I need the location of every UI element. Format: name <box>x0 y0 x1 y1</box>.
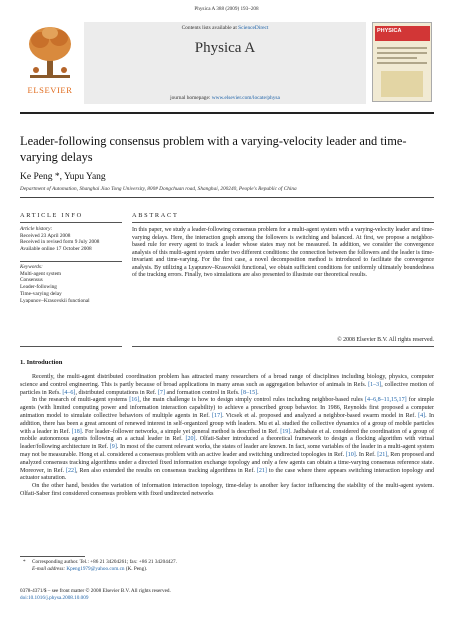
corresponding-author-footnote <box>20 559 434 572</box>
elsevier-logo <box>20 22 80 102</box>
paragraph <box>20 374 434 397</box>
email-suffix: (K. Peng). <box>124 565 148 572</box>
citation-link[interactable]: [21] <box>256 467 267 474</box>
body-text: , Ren also extended the results on consensus tracking algorithms in Ref. <box>76 467 257 474</box>
paragraph <box>20 397 434 483</box>
history-label: Article history: <box>20 226 53 232</box>
citation-link[interactable]: [16] <box>129 397 140 404</box>
body-text: . <box>257 389 259 396</box>
body-text: to the case where there appears switching interaction topology and actuator saturation. <box>20 467 435 482</box>
keyword: Leader-following <box>20 284 57 291</box>
paper-affiliation: Department of Automation, Shanghai Jiao Tong University, 800# Dongchuan road, Shanghai, 200240, People's Republic of China <box>20 186 297 192</box>
body-text: On the other hand, besides the variation of information interaction topology, time-delay is another key factor influencing the stability of the multi-agent system. Olfati-Saber first considered consensus problem with fixed undirected networks <box>20 483 434 497</box>
body-text: . Jadbabaie et al. considered the coordination of a group of mobile autonomous agents following an a actual leader in Ref. <box>20 428 434 443</box>
cover-text-line <box>377 52 427 54</box>
keyword: Multi-agent system <box>20 270 62 277</box>
article-info-bottom-divider <box>20 346 122 347</box>
citation-link[interactable]: [20] <box>185 436 196 443</box>
citation-link[interactable]: [21] <box>377 451 388 458</box>
body-text: , distributed computations in Ref. <box>75 389 158 396</box>
body-text: , collective motion of particles in Refs. <box>20 381 434 396</box>
history-revised: Received in revised form 9 July 2008 <box>20 239 100 246</box>
body-text: . In Ref. <box>355 451 378 458</box>
paper-title: Leader-following consensus problem with a varying-velocity leader and time-varying delays <box>20 134 407 164</box>
cover-title: PHYSICA <box>377 28 402 34</box>
email-label: E-mail address: <box>32 565 67 572</box>
citation-link[interactable]: [4–6,8–11,15,17] <box>365 397 407 404</box>
issn-line: 0378-4371/$ – see front matter © 2008 Elsevier B.V. All rights reserved. <box>20 588 171 594</box>
abstract-divider <box>132 222 434 223</box>
body-text: . Vicsek et al. proposed and analyzed a neighbor-based swarm model in Ref. <box>222 412 419 419</box>
journal-masthead <box>20 22 434 107</box>
affiliation-divider <box>20 197 434 198</box>
body-text: . For leader–follower networks, a simple yet general method is described in Ref. <box>81 428 281 435</box>
introduction-body <box>20 374 434 499</box>
citation-link[interactable]: [19] <box>280 428 291 435</box>
history-online: Available online 17 October 2008 <box>20 246 92 253</box>
footnote-email-line <box>20 566 434 573</box>
journal-header-box <box>84 22 366 104</box>
introduction-heading: 1. Introduction <box>20 359 63 366</box>
sciencedirect-link[interactable]: ScienceDirect <box>238 25 269 31</box>
homepage-link[interactable]: www.elsevier.com/locate/physa <box>211 95 280 101</box>
citation-link[interactable]: [1–3] <box>368 381 382 388</box>
homepage-prefix: journal homepage: <box>170 95 212 101</box>
author-email-link[interactable]: Kpeng1979@yahoo.com.cn <box>66 565 125 572</box>
body-text: , Ren proposed and analyzed consensus tracking algorithms under a directed fixed information exchange topology and only a few agents can obtain a time-varying consensus reference state. Moreover, in Ref. <box>20 451 434 474</box>
keywords-label: Keywords: <box>20 264 43 270</box>
journal-name: Physica A <box>194 40 256 56</box>
abstract-text: In this paper, we study a leader-following consensus problem for a multi-agent system with a varying-velocity leader and time-varying delays. Here, the interaction graph among the followers is switching and balanced. At first, we propose a neighbor-based rule for every agent to track a leader whose states may not be measured. In addition, we consider the convergence analysis of this multi-agent system under two different conditions: the connection between the followers and the leader is time-invariant and time-varying. For the first case, a novel decomposition method is introduced to facilitate the convergence analysis. By utilizing a Lyapunov–Krasovskii functional, we obtain sufficient conditions for uniformly ultimately boundedness of the tracking errors. Finally, two simulations are also presented to illustrate our theoretical results. <box>132 227 434 278</box>
keyword: Lyapunov–Krasovskii functional <box>20 297 90 304</box>
cover-text-line <box>377 57 417 59</box>
article-info-heading: ARTICLE INFO <box>20 212 83 219</box>
keyword: Consensus <box>20 277 43 284</box>
keywords-divider <box>20 261 122 262</box>
body-text: , the main challenge is how to design simply control rules including neighbor-based rules <box>139 397 366 404</box>
citation-link[interactable]: [18] <box>71 428 82 435</box>
body-text: . Olfati-Saber introduced a theoretical framework to design a flocking algorithm with virtual leader/following architecture in Ref. <box>20 436 434 451</box>
cover-text-line <box>377 62 427 64</box>
citation-link[interactable]: [4] <box>418 412 426 419</box>
journal-cover-thumbnail <box>372 22 432 102</box>
body-text: for simple agents (with limited computing power and information interaction capability) to achieve a prescribed group behavior. In 1986, Reynolds first proposed a computer animation model to simulate collective behaviors of multiple agents in Ref. <box>20 397 435 419</box>
citation-link[interactable]: [8–15] <box>241 389 258 396</box>
citation-link[interactable]: [4–6] <box>62 389 76 396</box>
citation-link[interactable]: [22] <box>65 467 77 474</box>
footnote-divider <box>20 556 85 557</box>
citation-link[interactable]: [10] <box>345 451 356 458</box>
cover-text-line <box>377 47 427 49</box>
homepage-line <box>84 95 366 101</box>
body-text: and formation control in Refs. <box>164 389 242 396</box>
contents-line <box>84 25 366 31</box>
history-received: Received 23 April 2008 <box>20 232 71 239</box>
citation-link[interactable]: [17] <box>212 412 223 419</box>
body-text: In the research of multi-agent systems <box>32 397 130 404</box>
header-divider <box>20 112 434 114</box>
body-text: Recently, the multi-agent distributed coordination problem has attracted many researchers of a broad range of disciplines including biology, physics, computer science and control engineering. This is partly because of broad applications in many areas such as aggregation behavior of animals in Refs. <box>20 374 434 388</box>
elsevier-wordmark: ELSEVIER <box>27 85 73 95</box>
paragraph <box>20 483 434 499</box>
keyword: Time-varying delay <box>20 290 62 297</box>
body-text: . In most of the current relevant works, the states of leader are known. In fact, some variables of the leader in a multi-agent system may not be measurable. Hong et al. considered a consensus problem with an active leader and switching undirected topologies in Ref. <box>20 444 434 458</box>
citation-link[interactable]: [9] <box>109 444 117 451</box>
citation-link[interactable]: [7] <box>157 389 165 396</box>
footnote-text: Corresponding author. Tel.: +86 21 34204261; fax: +86 21 34204427. <box>32 559 177 565</box>
abstract-bottom-divider <box>132 346 434 347</box>
keywords-list <box>20 264 122 304</box>
paper-authors: Ke Peng *, Yupu Yang <box>20 172 106 182</box>
abstract-copyright: © 2008 Elsevier B.V. All rights reserved. <box>337 337 434 343</box>
doi-link[interactable]: doi:10.1016/j.physa.2008.10.009 <box>20 594 89 601</box>
article-info-divider <box>20 222 122 223</box>
cover-image <box>381 71 423 97</box>
footnote-marker: * <box>23 559 26 565</box>
publication-meta <box>20 588 320 601</box>
journal-reference: Physica A 388 (2009) 193–208 <box>194 6 259 12</box>
contents-prefix: Contents lists available at <box>181 25 239 31</box>
abstract-heading: ABSTRACT <box>132 212 179 219</box>
article-history <box>20 226 122 253</box>
elsevier-tree-icon <box>26 24 74 82</box>
body-text: . In addition, there has been a great amount of renewed interest in self-organized group with leaders. Mu et al. studied the collective dynamics of a group of mobile particles with a leader in Ref. <box>20 412 434 435</box>
